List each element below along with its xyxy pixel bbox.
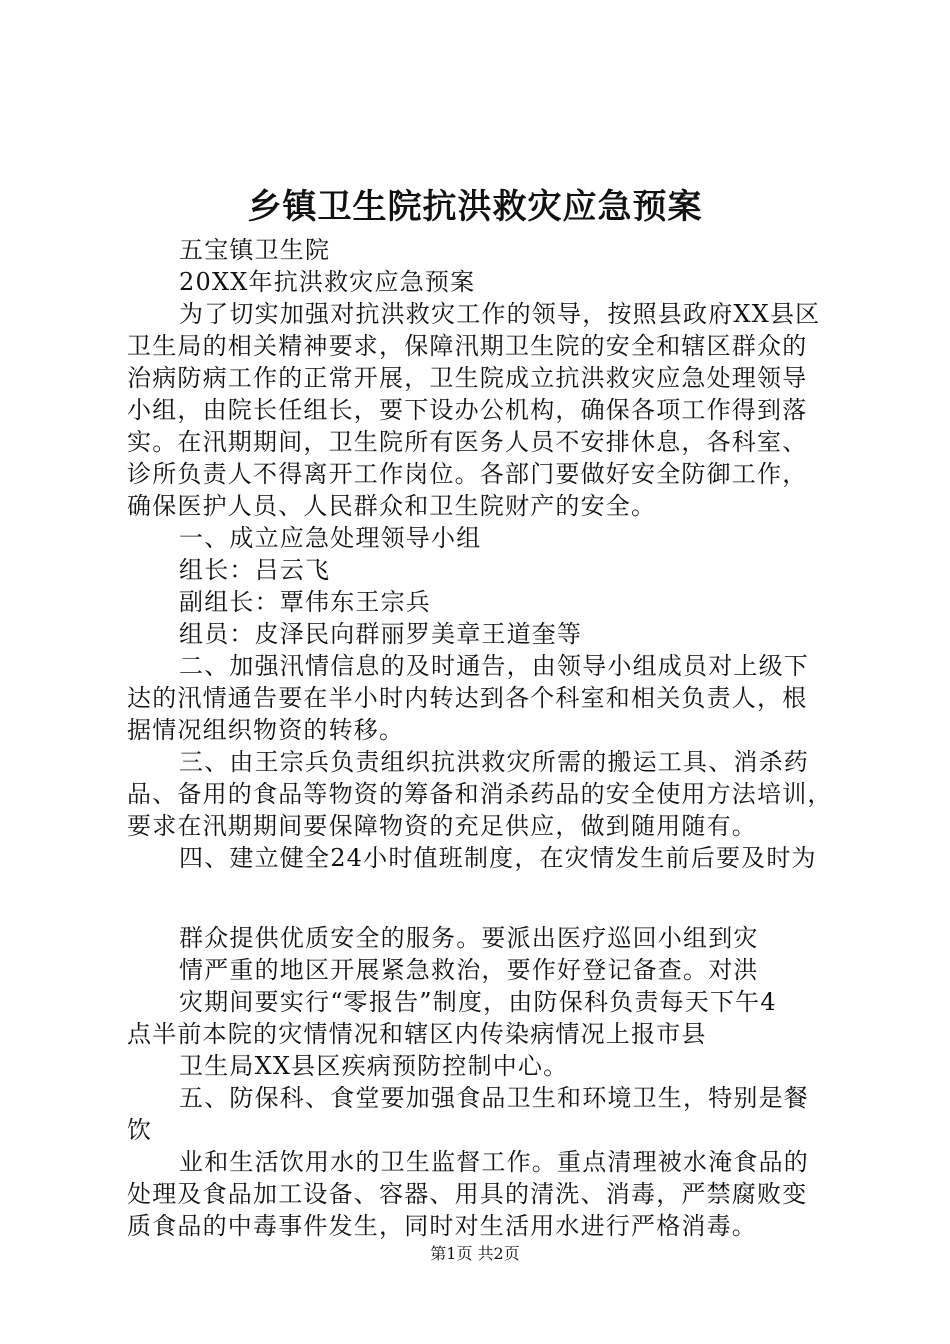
paragraph-line: 副组长：覃伟东王宗兵 (179, 588, 431, 616)
paragraph-line: 卫生局的相关精神要求，保障汛期卫生院的安全和辖区群众的 (127, 332, 808, 360)
document-title: 乡镇卫生院抗洪救灾应急预案 (247, 187, 703, 227)
paragraph-line: 五宝镇卫生院 (179, 236, 331, 264)
document-body (127, 234, 837, 1242)
paragraph-line: 四、建立健全24小时值班制度，在灾情发生前后要及时为 (179, 844, 817, 872)
paragraph-line: 达的汛情通告要在半小时内转达到各个科室和相关负责人，根 (127, 684, 808, 712)
paragraph-line: 诊所负责人不得离开工作岗位。各部门要做好安全防御工作， (127, 460, 808, 488)
paragraph-line: 品、备用的食品等物资的筹备和消杀药品的安全使用方法培训， (127, 780, 833, 808)
paragraph-line: 二、加强汛情信息的及时通告，由领导小组成员对上级下 (179, 652, 809, 680)
paragraph-line: 实。在汛期期间，卫生院所有医务人员不安排休息，各科室、 (127, 428, 808, 456)
paragraph-line: 组长：吕云飞 (179, 556, 331, 584)
paragraph-line: 为了切实加强对抗洪救灾工作的领导，按照县政府XX县区 (179, 300, 821, 328)
page-footer: 第1页 共2页 (430, 1244, 520, 1263)
paragraph-line: 点半前本院的灾情情况和辖区内传染病情况上报市县 (127, 1020, 707, 1048)
paragraph-line: 据情况组织物资的转移。 (127, 716, 405, 744)
paragraph-line: 五、防保科、食堂要加强食品卫生和环境卫生，特别是餐 (179, 1084, 809, 1112)
paragraph-gap (127, 874, 837, 922)
paragraph-line: 组员：皮泽民向群丽罗美章王道奎等 (179, 620, 583, 648)
paragraph-line: 情严重的地区开展紧急救治，要作好登记备查。对洪 (179, 956, 759, 984)
paragraph-line: 卫生局XX县区疾病预防控制中心。 (179, 1052, 569, 1080)
paragraph-line: 确保医护人员、人民群众和卫生院财产的安全。 (127, 492, 657, 520)
paragraph-line: 治病防病工作的正常开展，卫生院成立抗洪救灾应急处理领导 (127, 364, 808, 392)
paragraph-line: 20XX年抗洪救灾应急预案 (179, 268, 476, 296)
section-heading: 一、成立应急处理领导小组 (179, 524, 482, 552)
paragraph-line: 质食品的中毒事件发生，同时对生活用水进行严格消毒。 (127, 1212, 757, 1240)
paragraph-line: 群众提供优质安全的服务。要派出医疗巡回小组到灾 (179, 924, 759, 952)
paragraph-line: 小组，由院长任组长，要下设办公机构，确保各项工作得到落 (127, 396, 808, 424)
paragraph-line: 灾期间要实行“零报告”制度，由防保科负责每天下午4 (179, 988, 777, 1016)
paragraph-line: 业和生活饮用水的卫生监督工作。重点清理被水淹食品的 (179, 1148, 809, 1176)
paragraph-line: 要求在汛期期间要保障物资的充足供应，做到随用随有。 (127, 812, 757, 840)
paragraph-line: 三、由王宗兵负责组织抗洪救灾所需的搬运工具、消杀药 (179, 748, 809, 776)
paragraph-line: 处理及食品加工设备、容器、用具的清洗、消毒，严禁腐败变 (127, 1180, 808, 1208)
paragraph-line: 饮 (127, 1116, 153, 1144)
